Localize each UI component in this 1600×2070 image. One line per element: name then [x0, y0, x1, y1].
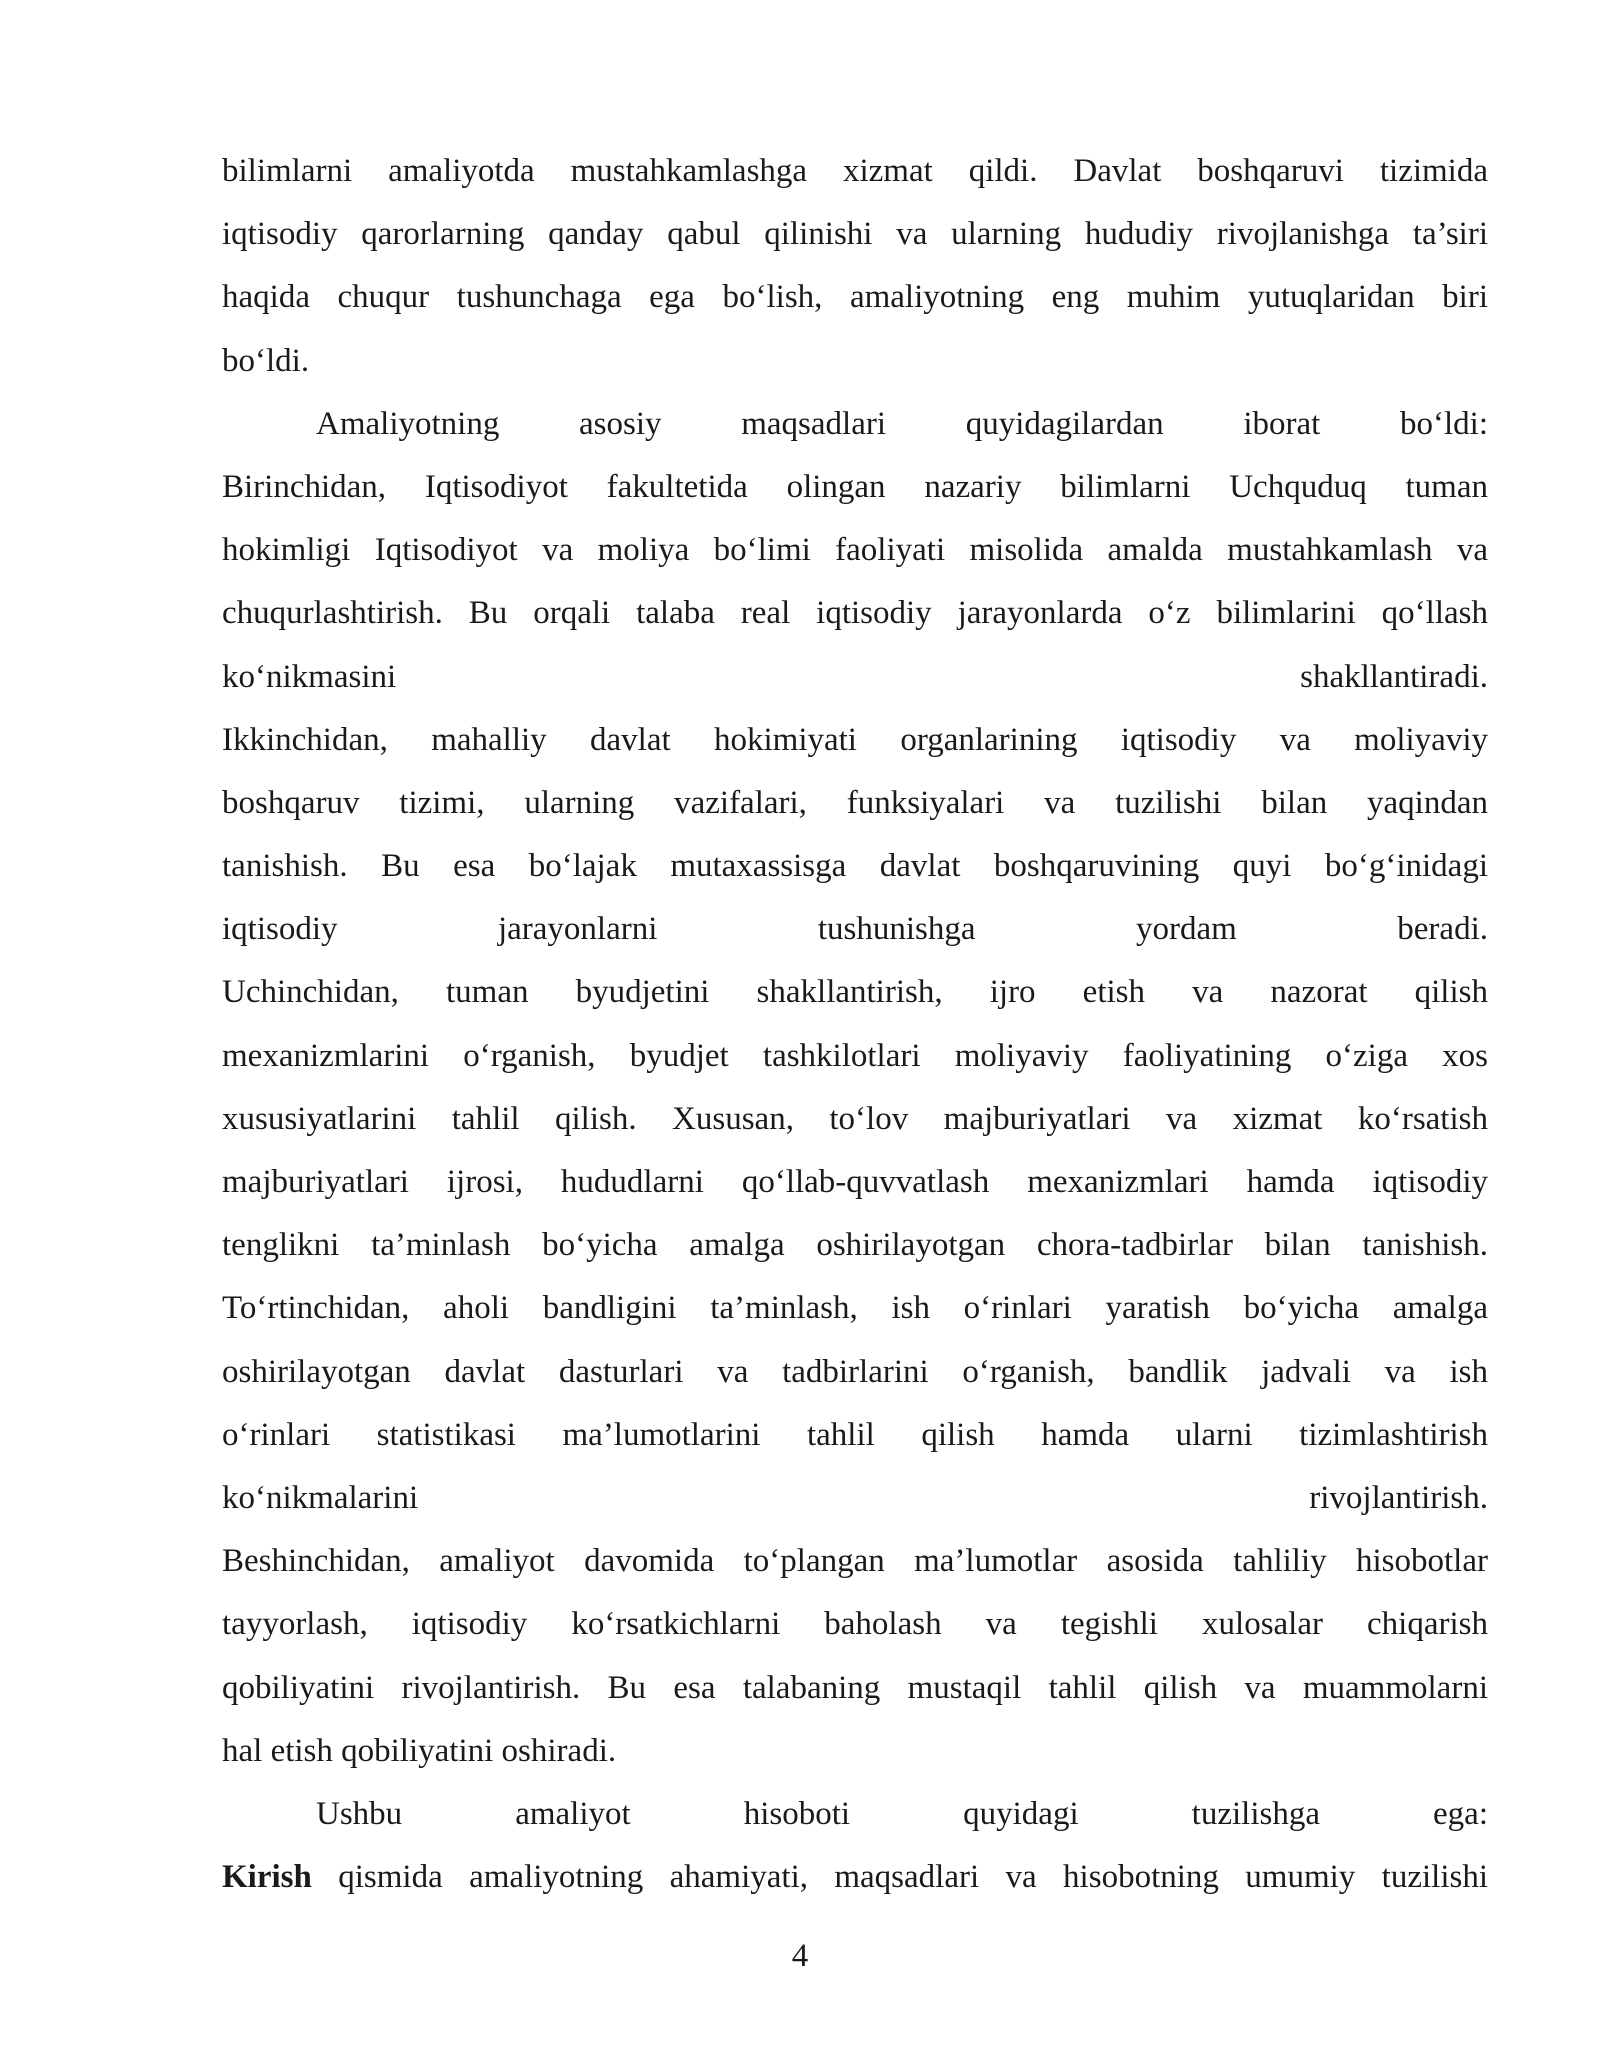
text-line: tanishish. Bu esa bo‘lajak mutaxassisga davlat boshqaruvining quyi bo‘g‘inidagi — [222, 848, 1488, 885]
text-line: iqtisodiy qarorlarning qanday qabul qilinishi va ularning hududiy rivojlanishga ta’siri — [222, 216, 1488, 253]
text-line: tenglikni ta’minlash bo‘yicha amalga oshirilayotgan chora-tadbirlar bilan tanishish. — [222, 1227, 1488, 1264]
text-line: bo‘ldi. — [222, 342, 310, 379]
bold-heading-kirish: Kirish — [222, 1859, 312, 1896]
text-line: Ushbu amaliyot hisoboti quyidagi tuzilishga ega: — [316, 1795, 1488, 1832]
text-line: Birinchidan, Iqtisodiyot fakultetida olingan nazariy bilimlarni Uchquduq tuman — [222, 468, 1488, 505]
text-line: chuqurlashtirish. Bu orqali talaba real iqtisodiy jarayonlarda o‘z bilimlarini qo‘llash — [222, 595, 1488, 632]
text-line: To‘rtinchidan, aholi bandligini ta’minlash, ish o‘rinlari yaratish bo‘yicha amalga — [222, 1290, 1488, 1327]
text-line — [222, 1846, 1488, 1909]
text-line: Amaliyotning asosiy maqsadlari quyidagilardan iborat bo‘ldi: — [316, 405, 1488, 442]
text-line: Uchinchidan, tuman byudjetini shakllantirish, ijro etish va nazorat qilish — [222, 974, 1488, 1011]
page-number: 4 — [791, 1938, 809, 1974]
text-line: Beshinchidan, amaliyot davomida to‘plangan ma’lumotlar asosida tahliliy hisobotlar — [222, 1543, 1488, 1580]
text-line: haqida chuqur tushunchaga ega bo‘lish, amaliyotning eng muhim yutuqlaridan biri — [222, 279, 1488, 316]
text-line: Ikkinchidan, mahalliy davlat hokimiyati organlarining iqtisodiy va moliyaviy — [222, 721, 1488, 758]
text-line-rest: qismida amaliyotning ahamiyati, maqsadlari va hisobotning umumiy tuzilishi — [311, 1859, 1488, 1896]
text-line: boshqaruv tizimi, ularning vazifalari, funksiyalari va tuzilishi bilan yaqindan — [222, 784, 1488, 821]
text-line: qobiliyatini rivojlantirish. Bu esa talabaning mustaqil tahlil qilish va muammolarni — [222, 1669, 1488, 1706]
text-line: o‘rinlari statistikasi ma’lumotlarini tahlil qilish hamda ularni tizimlashtirish — [222, 1416, 1488, 1453]
text-line: ko‘nikmalarini rivojlantirish. — [222, 1479, 1488, 1516]
text-line: hal etish qobiliyatini oshiradi. — [222, 1732, 617, 1769]
text-line: tayyorlash, iqtisodiy ko‘rsatkichlarni baholash va tegishli xulosalar chiqarish — [222, 1606, 1488, 1643]
body-text — [222, 140, 1488, 1909]
text-line: iqtisodiy jarayonlarni tushunishga yordam beradi. — [222, 911, 1488, 948]
text-line: xususiyatlarini tahlil qilish. Xususan, to‘lov majburiyatlari va xizmat ko‘rsatish — [222, 1100, 1488, 1137]
text-line: bilimlarni amaliyotda mustahkamlashga xizmat qildi. Davlat boshqaruvi tizimida — [222, 153, 1488, 189]
text-line: oshirilayotgan davlat dasturlari va tadbirlarini o‘rganish, bandlik jadvali va ish — [222, 1353, 1488, 1390]
text-line: hokimligi Iqtisodiyot va moliya bo‘limi faoliyati misolida amalda mustahkamlash va — [222, 532, 1488, 569]
text-line: majburiyatlari ijrosi, hududlarni qo‘llab-quvvatlash mexanizmlari hamda iqtisodiy — [222, 1164, 1488, 1200]
text-line: mexanizmlarini o‘rganish, byudjet tashkilotlari moliyaviy faoliyatining o‘ziga xos — [222, 1037, 1488, 1074]
text-line: ko‘nikmasini shakllantiradi. — [222, 658, 1488, 695]
